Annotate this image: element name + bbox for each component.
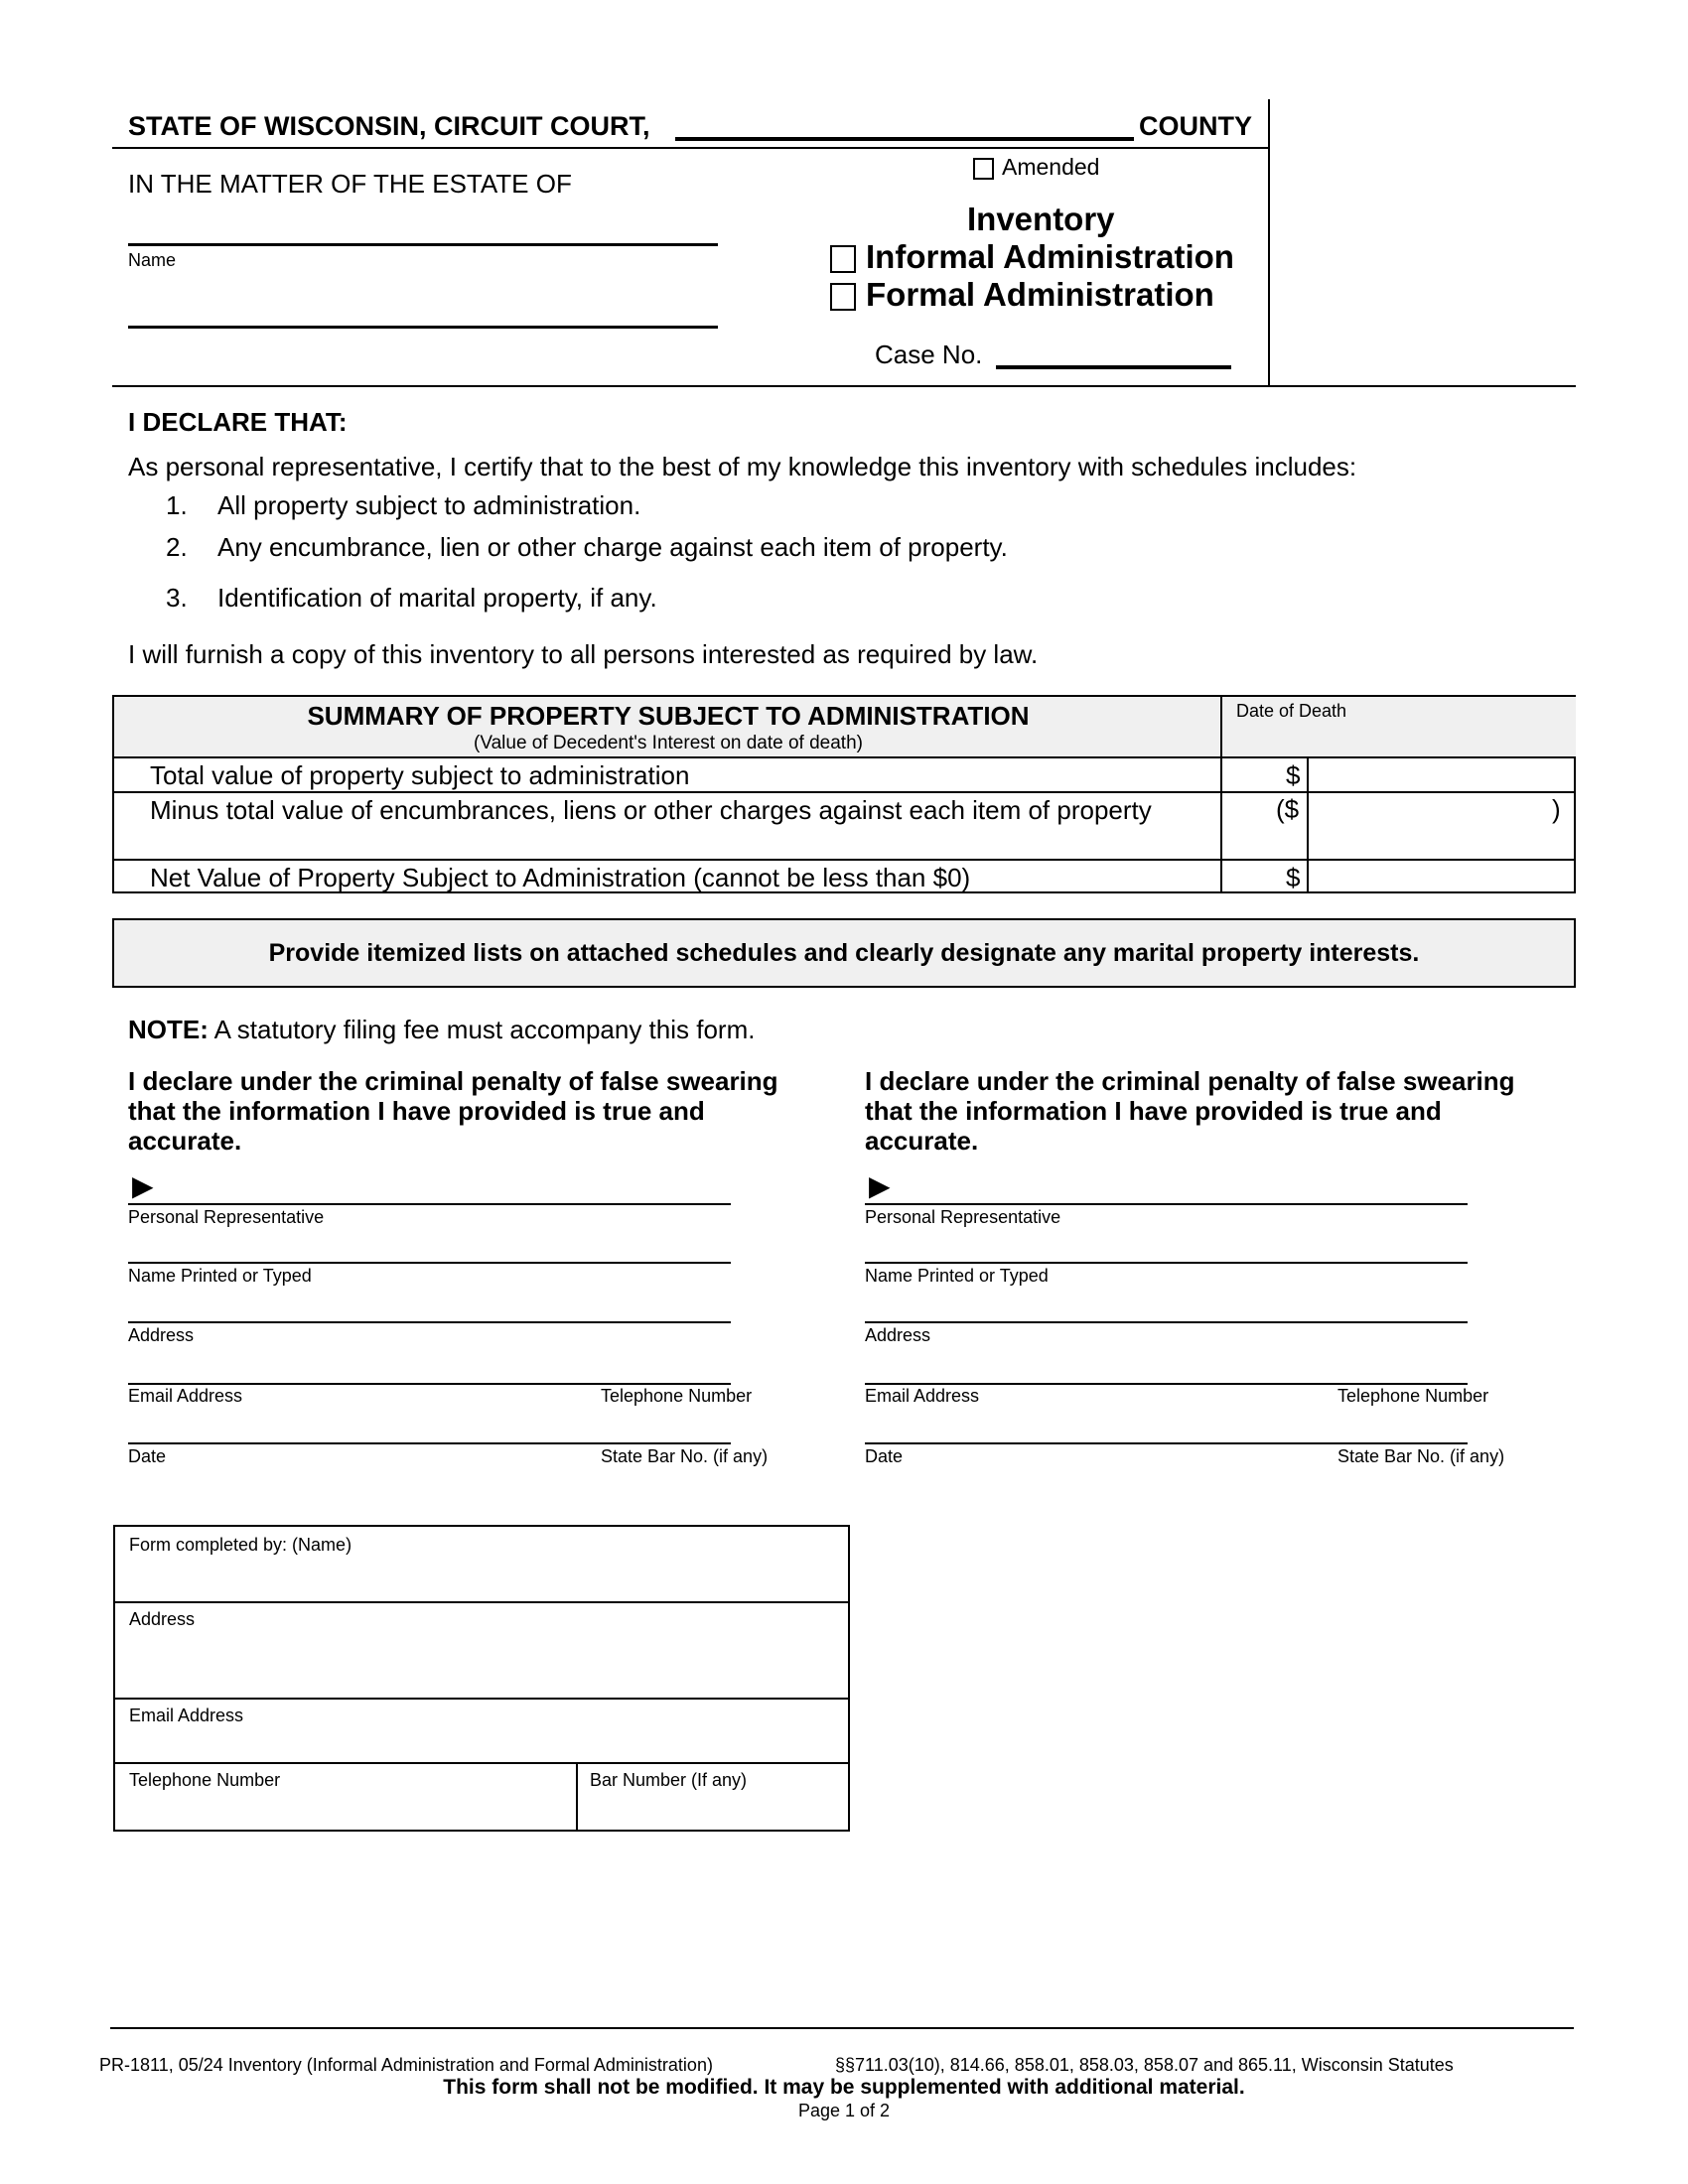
amended-option[interactable] [973, 154, 1099, 181]
date-bar-field[interactable] [128, 1442, 731, 1444]
arrow-icon: ▶ [869, 1170, 891, 1201]
form-completed-box [113, 1525, 850, 1832]
name-field[interactable] [128, 243, 718, 246]
telephone-label: Telephone Number [1337, 1386, 1489, 1406]
telephone-label: Telephone Number [601, 1386, 753, 1406]
encumbrances-field[interactable] [1309, 793, 1574, 859]
page-number: Page 1 of 2 [797, 2101, 891, 2120]
date-label: Date [865, 1446, 904, 1466]
notice-box [112, 918, 1576, 988]
name-printed-field[interactable] [128, 1262, 731, 1264]
informal-option[interactable] [830, 238, 1234, 276]
declare-heading: I DECLARE THAT: [128, 407, 348, 437]
furnish-text: I will furnish a copy of this inventory to all persons interested as required by law. [128, 639, 1039, 669]
close-paren: ) [1552, 794, 1561, 824]
name-field-2[interactable] [128, 326, 718, 329]
note-body: A statutory filing fee must accompany this form. [208, 1015, 756, 1044]
amended-checkbox[interactable] [973, 158, 994, 180]
formal-label: Formal Administration [866, 276, 1214, 313]
item-number: 2. [166, 532, 188, 562]
email-phone-field[interactable] [865, 1383, 1468, 1385]
name-label: Name [128, 250, 177, 270]
item-number: 1. [166, 490, 188, 520]
amended-label: Amended [1002, 154, 1100, 180]
personal-rep-label: Personal Representative [128, 1207, 325, 1227]
declare-intro: As personal representative, I certify that to the best of my knowledge this inventory with schedules includes: [128, 452, 1357, 481]
signature-block-1 [128, 1066, 843, 1483]
summary-row-label: Total value of property subject to administration [150, 760, 690, 790]
case-no-label: Case No. [875, 340, 983, 369]
item-number: 3. [166, 583, 188, 613]
dollar-sign: ($ [1276, 794, 1300, 824]
summary-title: SUMMARY OF PROPERTY SUBJECT TO ADMINISTRATION [307, 701, 1030, 731]
net-value-field[interactable] [1309, 861, 1574, 891]
completed-telephone-label: Telephone Number [129, 1770, 281, 1790]
address-field[interactable] [128, 1321, 731, 1323]
summary-row-label: Minus total value of encumbrances, liens or other charges against each item of property [150, 795, 1152, 825]
personal-rep-label: Personal Representative [865, 1207, 1061, 1227]
note-label: NOTE: [128, 1015, 209, 1044]
note-text [128, 1015, 755, 1045]
declaration-text: I declare under the criminal penalty of false swearing that the information I have provided is true and accurate. [128, 1066, 778, 1156]
form-id: PR-1811, 05/24 Inventory (Informal Administration and Formal Administration) [99, 2055, 713, 2075]
summary-table [112, 695, 1576, 893]
dollar-sign: $ [1286, 760, 1301, 790]
name-printed-label: Name Printed or Typed [128, 1266, 312, 1286]
date-bar-field[interactable] [865, 1442, 1468, 1444]
declaration-text: I declare under the criminal penalty of false swearing that the information I have provided is true and accurate. [865, 1066, 1515, 1156]
date-label: Date [128, 1446, 167, 1466]
email-label: Email Address [128, 1386, 243, 1406]
case-no-field[interactable] [996, 365, 1231, 369]
date-of-death-header: Date of Death [1236, 701, 1347, 721]
divider [1268, 99, 1270, 387]
summary-row-label: Net Value of Property Subject to Administration (cannot be less than $0) [150, 863, 971, 892]
completed-email-label: Email Address [129, 1706, 244, 1725]
email-label: Email Address [865, 1386, 980, 1406]
signature-block-2 [865, 1066, 1580, 1483]
formal-checkbox[interactable] [830, 283, 856, 311]
total-value-field[interactable] [1309, 758, 1574, 791]
summary-subtitle: (Value of Decedent's Interest on date of death) [474, 733, 863, 753]
address-field[interactable] [865, 1321, 1468, 1323]
county-label: COUNTY [1139, 111, 1252, 141]
signature-field[interactable] [865, 1203, 1468, 1205]
completed-name-label: Form completed by: (Name) [129, 1535, 352, 1555]
notice-text: Provide itemized lists on attached schedules and clearly designate any marital property interests. [268, 939, 1420, 967]
modify-warning: This form shall not be modified. It may be supplemented with additional material. [443, 2076, 1245, 2099]
item-text: Identification of marital property, if any. [217, 583, 657, 613]
court-label: STATE OF WISCONSIN, CIRCUIT COURT, [128, 111, 650, 141]
divider [112, 385, 1576, 387]
address-label: Address [865, 1325, 931, 1345]
footer-divider [110, 2027, 1574, 2029]
state-bar-label: State Bar No. (if any) [601, 1446, 769, 1466]
completed-bar-label: Bar Number (If any) [590, 1770, 748, 1790]
completed-address-label: Address [129, 1609, 196, 1629]
estate-label: IN THE MATTER OF THE ESTATE OF [128, 169, 572, 199]
name-printed-field[interactable] [865, 1262, 1468, 1264]
email-phone-field[interactable] [128, 1383, 731, 1385]
statutes: §§711.03(10), 814.66, 858.01, 858.03, 858.07 and 865.11, Wisconsin Statutes [835, 2055, 1454, 2075]
informal-checkbox[interactable] [830, 245, 856, 273]
address-label: Address [128, 1325, 195, 1345]
county-field[interactable] [675, 137, 1134, 141]
arrow-icon: ▶ [132, 1170, 154, 1201]
informal-label: Informal Administration [866, 238, 1234, 275]
item-text: Any encumbrance, lien or other charge against each item of property. [217, 532, 1008, 562]
signature-field[interactable] [128, 1203, 731, 1205]
divider [112, 147, 1268, 149]
dollar-sign: $ [1286, 863, 1301, 892]
item-text: All property subject to administration. [217, 490, 641, 520]
name-printed-label: Name Printed or Typed [865, 1266, 1049, 1286]
form-title: Inventory [967, 201, 1115, 237]
formal-option[interactable] [830, 276, 1214, 314]
state-bar-label: State Bar No. (if any) [1337, 1446, 1505, 1466]
